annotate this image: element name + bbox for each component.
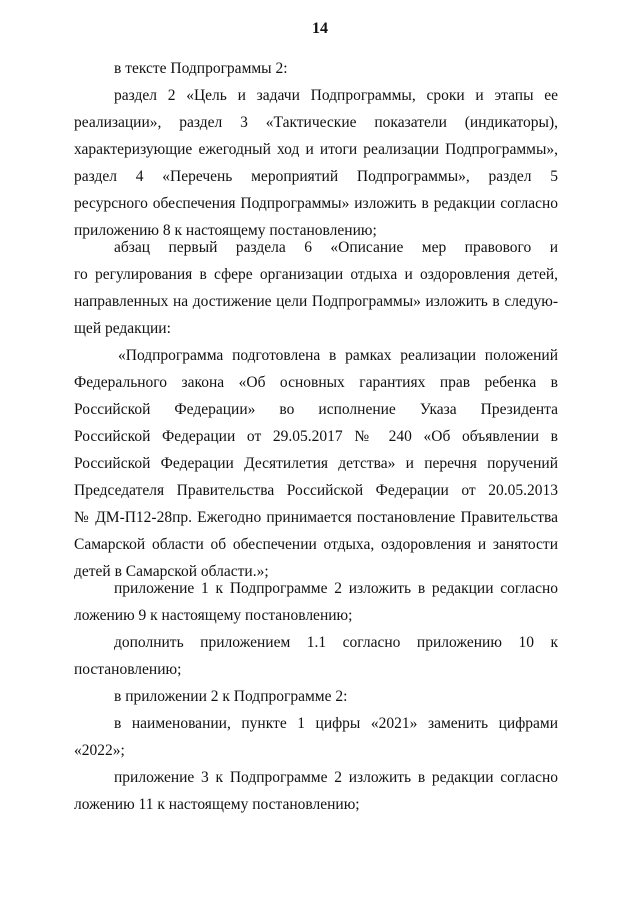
text-line: щей редакции: — [74, 320, 171, 337]
text-line: детей в Самарской области.»; — [74, 563, 269, 580]
text-line: направленных на достижение цели Подпрограммы» изложить в следую- — [74, 293, 558, 310]
text-line: Самарской области об обеспечении отдыха, оздоровления и занятости — [74, 536, 558, 553]
text-line: в приложении 2 к Подпрограмме 2: — [114, 688, 348, 705]
text-line: приложение 3 к Подпрограмме 2 изложить в редакции согласно — [114, 769, 558, 786]
text-line: «Подпрограмма подготовлена в рамках реализации положений — [118, 347, 558, 364]
text-line: Российской Федерации Десятилетия детства» и перечня поручений — [74, 455, 558, 472]
text-line: характеризующие ежегодный ход и итоги реализации Подпрограммы», — [74, 141, 558, 158]
text-line: № ДМ-П12-28пр. Ежегодно принимается постановление Правительства — [74, 509, 558, 526]
text-line: ложению 9 к настоящему постановлению; — [74, 607, 353, 624]
text-line: постановлению; — [74, 661, 182, 678]
text-line: приложению 8 к настоящему постановлению; — [74, 222, 377, 239]
text-line: абзац первый раздела 6 «Описание мер правового и — [114, 239, 558, 256]
text-line: раздел 4 «Перечень мероприятий Подпрограммы», раздел 5 — [74, 168, 558, 185]
text-line: дополнить приложением 1.1 согласно приложению 10 к — [114, 634, 558, 651]
text-line: ресурсного обеспечения Подпрограммы» изложить в редакции согласно — [74, 195, 558, 212]
quote-block — [74, 342, 558, 585]
text-line: Председателя Правительства Российской Федерации от 20.05.2013 — [74, 482, 558, 499]
text-line: Федерального закона «Об основных гарантиях прав ребенка в — [74, 374, 558, 391]
page-number: 14 — [312, 20, 328, 37]
text-line: реализации», раздел 3 «Тактические показатели (индикаторы), — [74, 114, 558, 131]
text-line: Российской Федерации» во исполнение Указа Президента — [74, 401, 558, 418]
text-block — [74, 234, 558, 342]
text-line: раздел 2 «Цель и задачи Подпрограммы, сроки и этапы ее — [114, 87, 558, 104]
text-line: го регулирования в сфере организации отдыха и оздоровления детей, — [74, 266, 558, 283]
text-line: в наименовании, пункте 1 цифры «2021» заменить цифрами — [114, 715, 558, 732]
text-block — [74, 575, 558, 818]
text-line: в тексте Подпрограммы 2: — [114, 60, 288, 77]
text-line: «2022»; — [74, 742, 125, 759]
text-line: ложению 11 к настоящему постановлению; — [74, 796, 360, 813]
text-block — [74, 55, 558, 244]
text-line: приложение 1 к Подпрограмме 2 изложить в редакции согласно — [114, 580, 558, 597]
text-line: Российской Федерации от 29.05.2017 № 240 «Об объявлении в — [74, 428, 558, 445]
